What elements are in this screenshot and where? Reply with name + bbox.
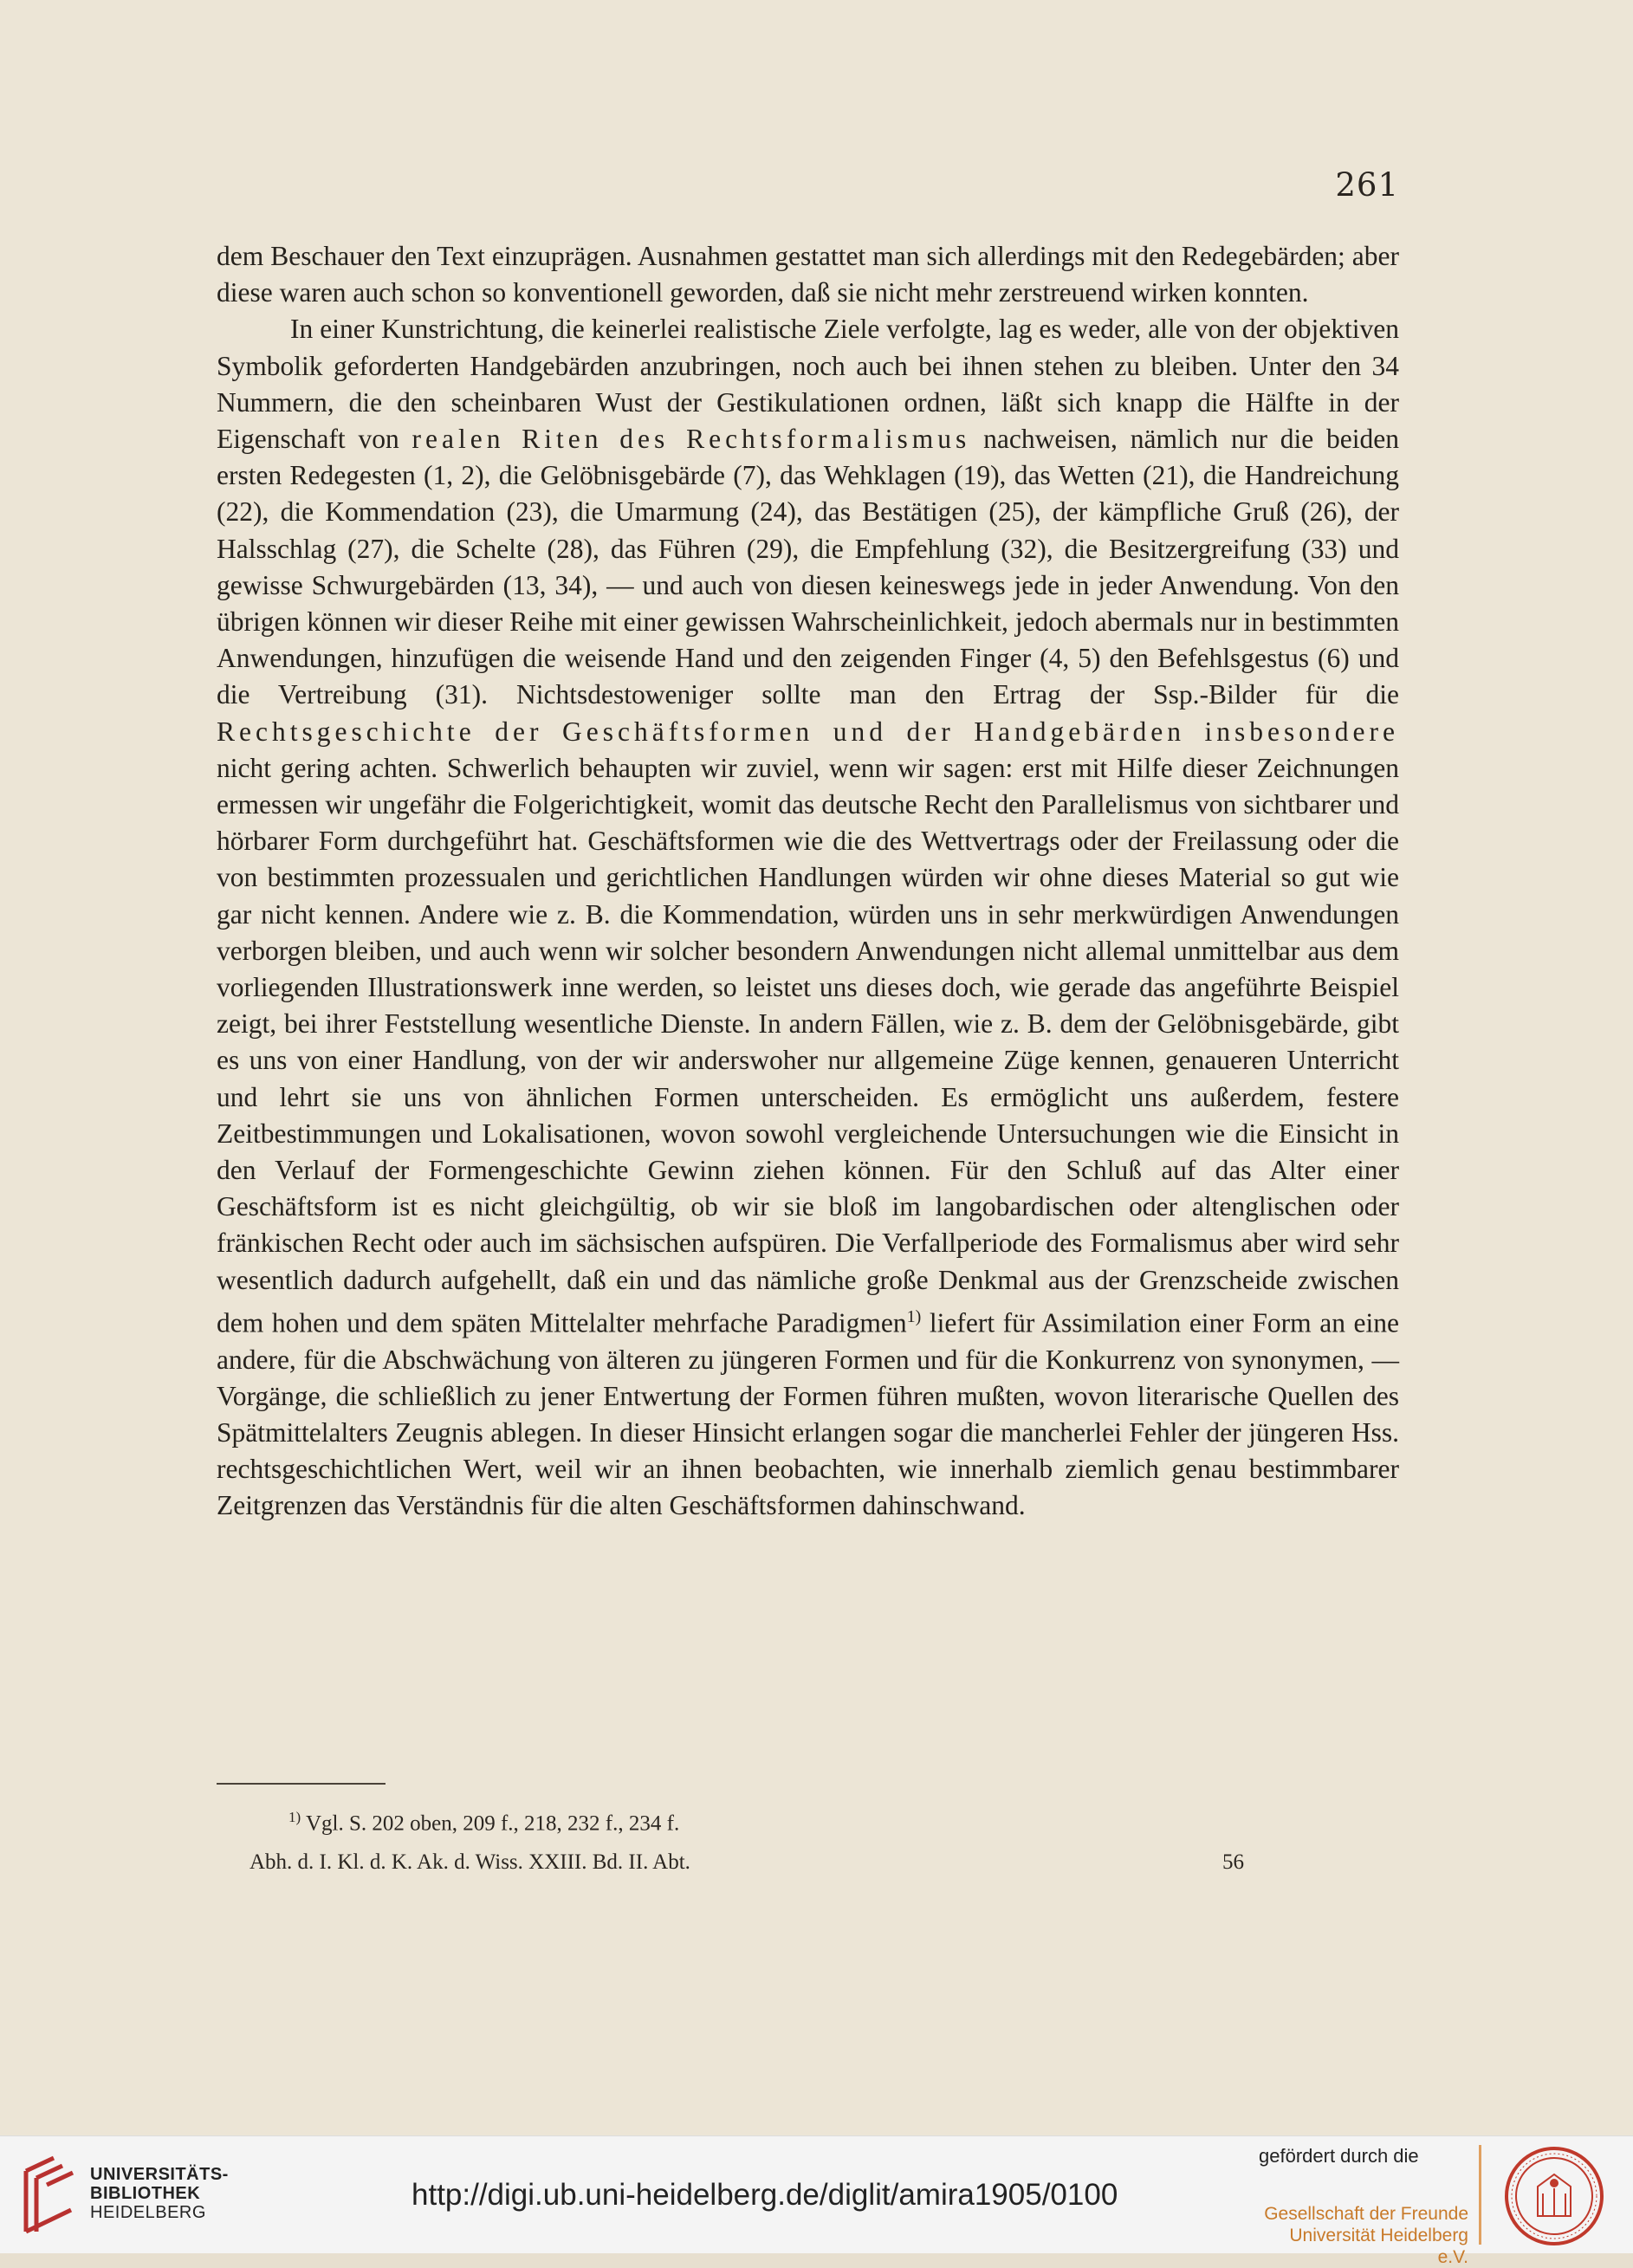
page-number: 261 [1335, 166, 1399, 204]
viewer-footer [0, 2135, 1633, 2267]
sponsor-divider [1479, 2145, 1481, 2245]
sponsor-label: gefördert durch die [1259, 2145, 1419, 2167]
text-run: nicht gering achten. Schwerlich behaupten wir zuviel, wenn wir sagen: erst mit Hilfe dieser Zeichnungen ermessen wir ungefähr die Folgerichtigkeit, womit das deutsche Recht den Parallelismus von sichtbarer und hörbarer Form durchgeführt hat. Geschäftsformen wie die des Wettvertrags oder der Freilassung oder die von bestimmten prozessualen und gerichtlichen Handlungen würden wir ohne dieses Material so gut wie gar nicht kennen. Andere wie z. B. die Kommendation, würden uns in sehr merkwürdigen Anwendungen verborgen bleiben, und auch wenn wir solcher besondern Anwendungen nicht allemal unmittelbar aus dem vorliegenden Illustrationswerk inne werden, so leistet uns dieses doch, wie gerade das angeführte Beispiel zeigt, bei ihrer Feststellung wesentliche Dienste. In andern Fällen, wie z. B. dem der Gelöbnisgebärde, gibt es uns von einer Handlung, von der wir anderswoher nur allgemeine Züge kennen, genaueren Unterricht und lehrt sie uns von ähnlichen Formen unterscheiden. Es ermöglicht uns außerdem, festere Zeitbestimmungen und Lokalisationen, wovon sowohl vergleichende Untersuchungen wie die Einsicht in den Verlauf der Formengeschichte Gewinn ziehen können. Für den Schluß auf das Alter einer Geschäftsform ist es nicht gleichgültig, ob wir sie bloß im langobardischen oder altenglischen oder fränkischen Recht oder auch im sächsischen aufspüren. Die Verfallperiode des Formalismus aber wird sehr wesentlich dadurch aufgehellt, daß ein und das nämliche große Denkmal aus der Grenzscheide zwischen dem hohen und dem späten Mittelalter mehrfache Paradigmen [217, 752, 1399, 1338]
library-logo-icon[interactable] [19, 2154, 80, 2236]
sponsor-name-line-1: Gesellschaft der Freunde [1264, 2204, 1468, 2224]
text-run: In einer Kunstrichtung, die keinerlei realistische Ziele verfolgte, lag es weder, alle von der objektiven Symbolik geforderten Handgebärden anzubringen, noch auch bei ihnen stehen zu bleiben. Unter den 34 Nummern, die den scheinbaren Wust der Gestikulationen ordnen, läßt sich knapp die Hälfte in der Eigenschaft von [217, 314, 1399, 455]
spaced-emphasis: realen Riten des Rechtsformalismus [411, 424, 971, 455]
text-run: nachweisen, nämlich nur die beiden ersten Redegesten (1, 2), die Gelöbnisgebärde (7), das Wehklagen (19), das Wetten (21), die Handreichung (22), die Kommendation (23), die Umarmung (24), das Bestätigen (25), der kämpfliche Gruß (26), der Halsschlag (27), die Schelte (28), das Führen (29), die Empfehlung (32), die Besitzergreifung (33) und gewisse Schwurgebärden (13, 34), — und auch von diesen keineswegs jede in jeder Anwendung. Von den übrigen können wir dieser Reihe mit einer gewissen Wahrscheinlichkeit, jedoch abermals nur in bestimmten Anwendungen, hinzufügen die weisende Hand und den zeigenden Finger (4, 5) den Befehlsgestus (6) und die Vertreibung (31). Nichtsdestoweniger sollte man den Ertrag der Ssp.-Bilder für die [217, 424, 1400, 710]
library-name-line-1: UNIVERSITÄTS- [90, 2165, 229, 2184]
footnote-reference: 1) [906, 1306, 922, 1326]
university-seal-icon[interactable] [1503, 2145, 1605, 2247]
imprint-line [249, 1850, 1244, 1875]
paragraph-1 [217, 238, 1399, 311]
footnote-rule [217, 1783, 386, 1785]
footnote [288, 1809, 679, 1836]
footnote-text: Vgl. S. 202 oben, 209 f., 218, 232 f., 234 f. [305, 1811, 680, 1836]
text-run: liefert für Assimilation einer Form an eine andere, für die Abschwächung von älteren zu jüngeren Formen und für die Konkurrenz von synonymen, — Vorgänge, die schließlich zu jener Entwertung der Formen führen mußten, wovon literarische Quellen des Spätmittelalters Zeugnis ablegen. In dieser Hinsicht erlangen sogar die mancherlei Fehler der jüngeren Hss. rechtsgeschichtlichen Wert, weil wir an ihnen beobachten, wie innerhalb ziemlich genau bestimmbarer Zeitgrenzen das Verständnis für die alten Geschäftsformen dahinschwand. [217, 1307, 1400, 1521]
permalink-url[interactable]: http://digi.ub.uni-heidelberg.de/diglit/amira1905/0100 [411, 2178, 1118, 2212]
library-name [90, 2165, 229, 2222]
signature-mark: 56 [1222, 1850, 1244, 1874]
footnote-mark: 1) [288, 1809, 301, 1825]
sponsor-name-line-2: Universität Heidelberg e.V. [1289, 2226, 1468, 2267]
library-name-line-2: BIBLIOTHEK [90, 2184, 201, 2203]
imprint-text: Abh. d. I. Kl. d. K. Ak. d. Wiss. XXIII. Bd. II. Abt. [249, 1850, 690, 1874]
sponsor-name[interactable] [1260, 2203, 1468, 2268]
spaced-emphasis: Rechtsgeschichte der Geschäftsformen und der Handgebärden insbesondere [217, 716, 1399, 747]
paragraph-2 [217, 311, 1399, 1524]
text-run: dem Beschauer den Text einzuprägen. Ausnahmen gestattet man sich allerdings mit den Redegebärden; aber diese waren auch schon so konventionell geworden, daß sie nicht mehr zerstreuend wirken konnten. [217, 241, 1399, 308]
body-text [217, 238, 1399, 1525]
library-name-line-3: HEIDELBERG [90, 2203, 206, 2222]
